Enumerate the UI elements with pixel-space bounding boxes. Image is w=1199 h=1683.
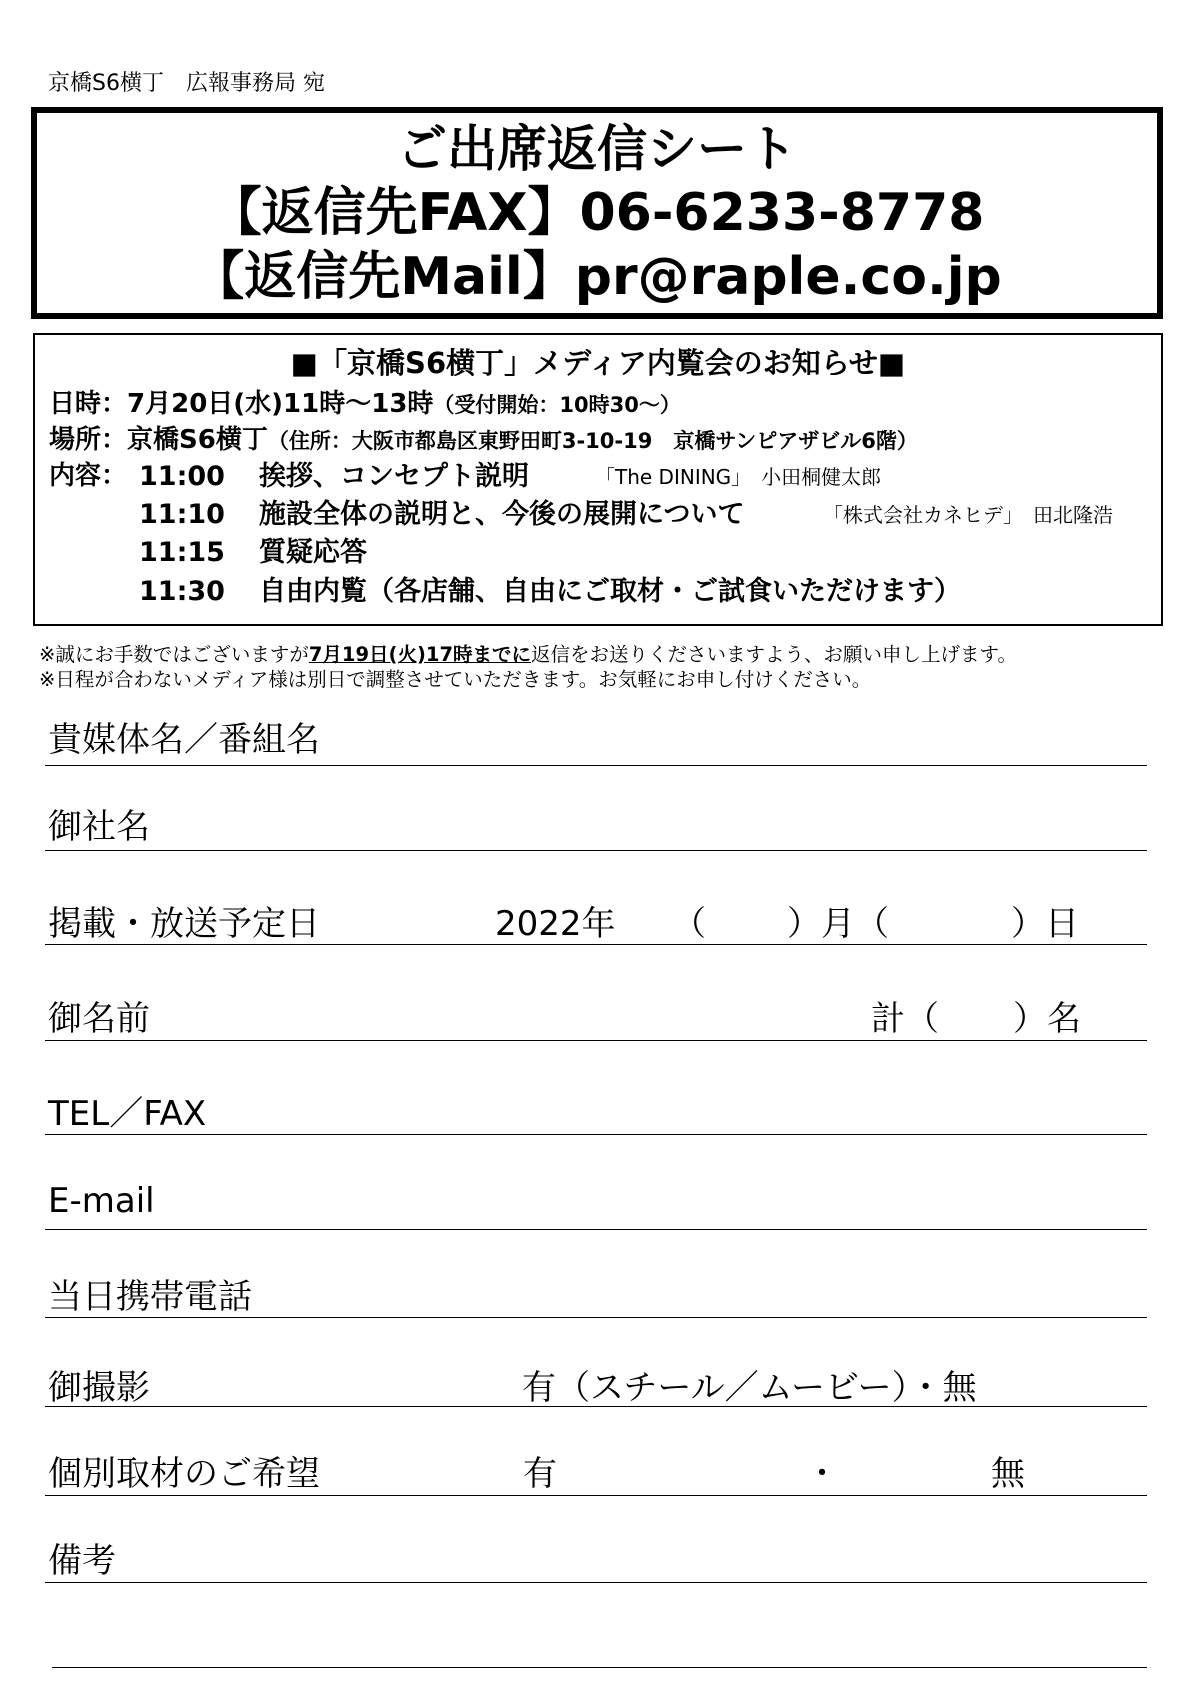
place-value: 京橋S6横丁 (127, 425, 268, 455)
email-label: E-mail (48, 1181, 155, 1221)
note-text: ※誠にお手数ではございますが (39, 643, 309, 666)
year-text: 2022年 (495, 904, 616, 944)
program-time: 11:30 (139, 576, 225, 607)
media-name-field[interactable] (45, 704, 1147, 766)
paren-open: （ (672, 904, 706, 944)
attendee-name-field[interactable] (45, 977, 1147, 1041)
date-label: 日時： (49, 389, 128, 419)
program-time: 11:15 (139, 537, 225, 568)
reply-mail: 【返信先Mail】pr@raple.co.jp (192, 247, 1002, 307)
day-text: ）日 (1011, 904, 1079, 944)
company-field[interactable] (45, 793, 1147, 851)
total-count-open: 計（ (871, 999, 939, 1039)
program-note: 「株式会社カネヒデ」 田北隆浩 (823, 503, 1113, 527)
interview-yes[interactable]: 有 (523, 1454, 557, 1494)
month-text: ）月（ (787, 904, 889, 944)
interview-label: 個別取材のご希望 (48, 1454, 320, 1494)
media-name-label: 貴媒体名／番組名 (48, 720, 320, 760)
event-date (49, 383, 681, 420)
reply-notes (39, 642, 1017, 692)
note-deadline (39, 642, 1017, 667)
program-time: 11:10 (139, 499, 225, 530)
total-count-close: ）名 (1013, 999, 1081, 1039)
photo-field[interactable] (45, 1350, 1147, 1407)
publish-date-field[interactable] (45, 882, 1147, 945)
mobile-label: 当日携帯電話 (48, 1277, 252, 1317)
tel-fax-field[interactable] (45, 1074, 1147, 1135)
email-field[interactable] (45, 1169, 1147, 1230)
remarks-field[interactable] (45, 1523, 1147, 1583)
event-heading: ■「京橋S6横丁」メディア内覧会のお知らせ■ (290, 346, 906, 380)
program-row (139, 569, 961, 608)
interview-dot: ・ (805, 1454, 839, 1494)
place-note: （住所：大阪市都島区東野田町3-10-19 京橋サンピアザビル6階） (267, 429, 918, 453)
interview-field[interactable] (45, 1434, 1147, 1496)
interview-no[interactable]: 無 (991, 1454, 1025, 1494)
photo-options[interactable]: 有（スチール／ムービー）・無 (522, 1368, 977, 1408)
title-box (31, 107, 1163, 319)
publish-date-label: 掲載・放送予定日 (48, 904, 320, 944)
program-item: 質疑応答 (259, 537, 367, 568)
reply-fax: 【返信先FAX】06-6233-8778 (209, 183, 985, 243)
company-label: 御社名 (48, 807, 150, 847)
content-label: 内容： (49, 461, 128, 491)
sheet-title: ご出席返信シート (397, 120, 797, 178)
addressee: 京橋S6横丁 広報事務局 宛 (48, 71, 325, 96)
program-row (139, 530, 367, 569)
note-text: 返信をお送りくださいますよう、お願い申し上げます。 (531, 643, 1017, 666)
tel-fax-label: TEL／FAX (48, 1094, 207, 1134)
event-info-box (33, 333, 1163, 626)
date-note: （受付開始：10時30～） (433, 393, 681, 417)
date-value: 7月20日(水)11時～13時 (127, 389, 434, 419)
attendee-name-label: 御名前 (48, 999, 150, 1039)
program-item: 施設全体の説明と、今後の展開について (259, 499, 745, 530)
program-row (139, 454, 529, 493)
program-item: 自由内覧（各店舗、自由にご取材・ご試食いただけます） (259, 576, 961, 607)
program-row (139, 492, 744, 531)
deadline: 7月19日(火)17時までに (308, 643, 532, 666)
program-note: 「The DINING」 小田桐健太郎 (595, 465, 882, 489)
remarks-label: 備考 (48, 1541, 116, 1581)
remarks-extra-line[interactable] (52, 1610, 1147, 1668)
program-time: 11:00 (139, 461, 225, 492)
note-reschedule: ※日程が合わないメディア様は別日で調整させていただきます。お気軽にお申し付けください。 (39, 668, 872, 691)
program-item: 挨拶、コンセプト説明 (259, 461, 529, 492)
photo-label: 御撮影 (48, 1368, 150, 1408)
mobile-field[interactable] (45, 1259, 1147, 1318)
place-label: 場所： (49, 425, 128, 455)
event-place (49, 419, 918, 456)
